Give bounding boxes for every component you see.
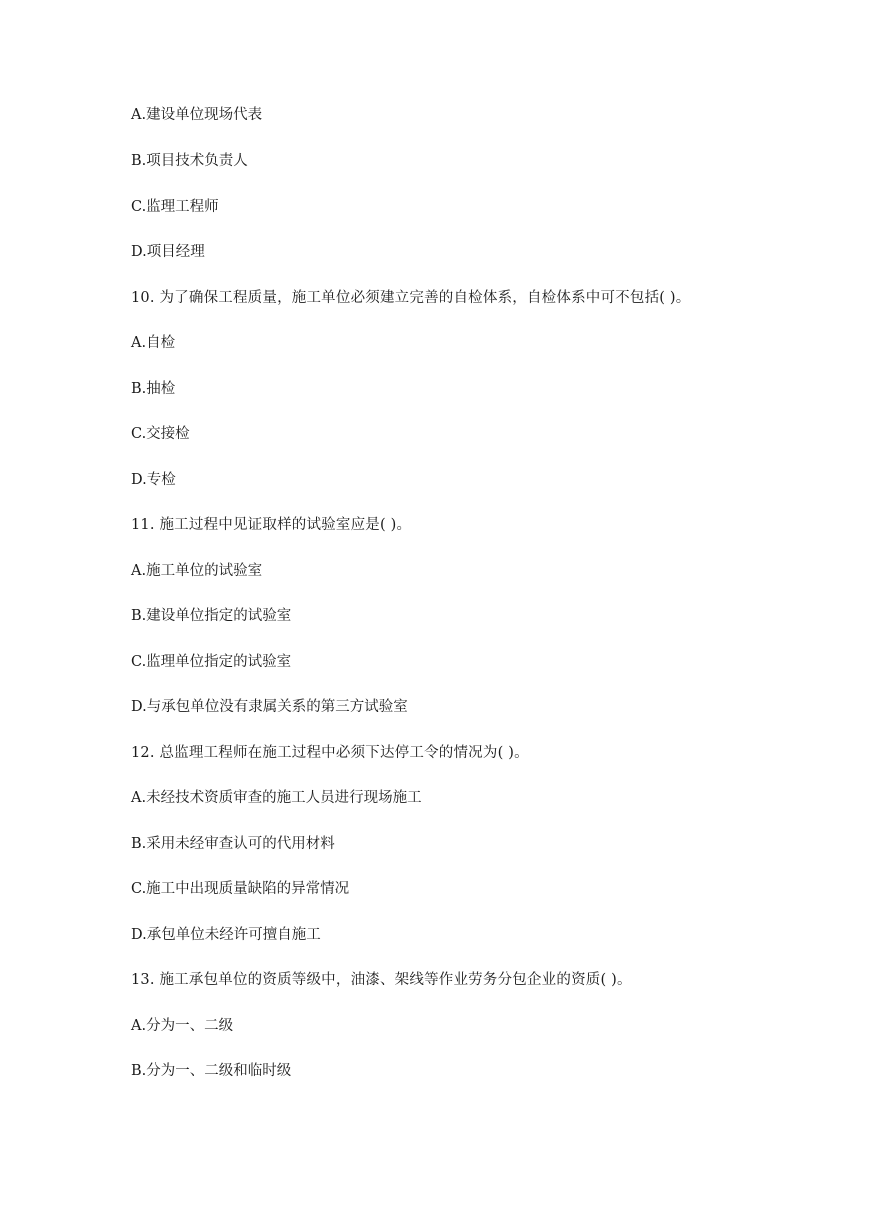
option-d-line: D.专检 (131, 472, 176, 488)
option-b-line: B.抽检 (131, 381, 176, 397)
question-12: 12. 总监理工程师在施工过程中必须下达停工令的情况为( )。 (131, 745, 529, 761)
option-b-line: B.分为一、二级和临时级 (131, 1063, 292, 1079)
option-b-line: B.采用未经审查认可的代用材料 (131, 836, 335, 852)
option-d-line: D.与承包单位没有隶属关系的第三方试验室 (131, 699, 408, 715)
option-a-line: A.建设单位现场代表 (131, 107, 263, 123)
option-d-line: D.承包单位未经许可擅自施工 (131, 927, 321, 943)
question-11: 11. 施工过程中见证取样的试验室应是( )。 (131, 517, 412, 533)
question-13: 13. 施工承包单位的资质等级中，油漆、架线等作业劳务分包企业的资质( )。 (131, 972, 632, 988)
option-c-line: C.交接检 (131, 426, 190, 442)
question-10: 10. 为了确保工程质量，施工单位必须建立完善的自检体系，自检体系中可不包括( )。 (131, 290, 691, 306)
option-c-line: C.监理单位指定的试验室 (131, 654, 292, 670)
option-c-line: C.监理工程师 (131, 199, 219, 215)
option-a-line: A.未经技术资质审查的施工人员进行现场施工 (131, 790, 422, 806)
option-a-line: A.自检 (131, 335, 176, 351)
option-a-line: A.施工单位的试验室 (131, 563, 263, 579)
option-c-line: C.施工中出现质量缺陷的异常情况 (131, 881, 350, 897)
option-d-line: D.项目经理 (131, 244, 205, 260)
option-a-line: A.分为一、二级 (131, 1018, 234, 1034)
option-b-line: B.建设单位指定的试验室 (131, 608, 292, 624)
option-b-line: B.项目技术负责人 (131, 153, 248, 169)
